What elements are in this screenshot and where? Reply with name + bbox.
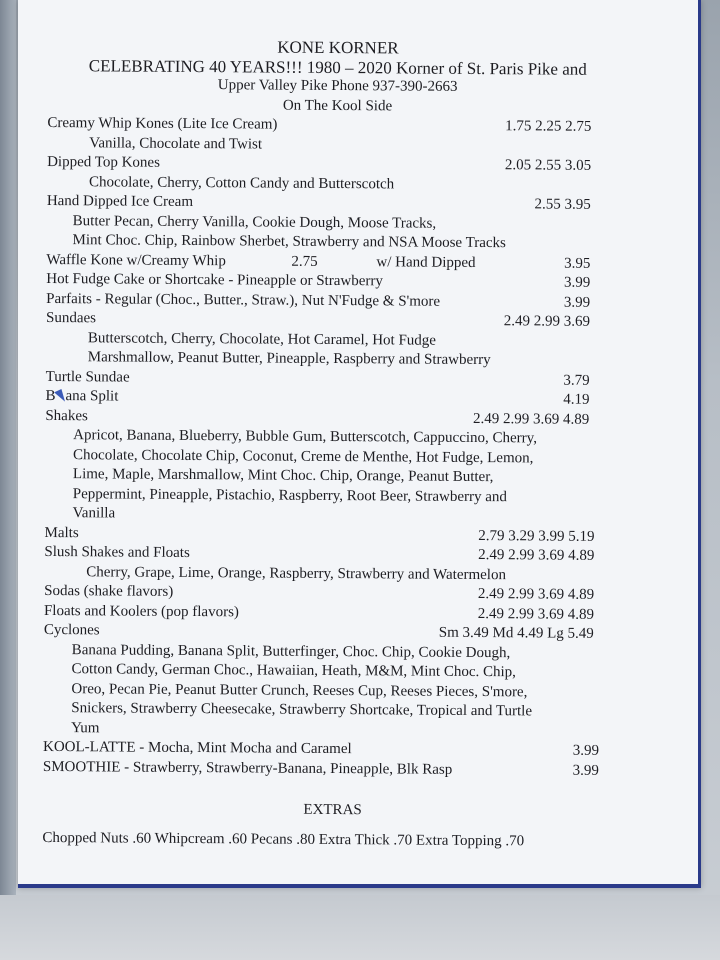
item-flavors: Mint Choc. Chip, Rainbow Sherbet, Strawberry and NSA Moose Tracks (72, 232, 506, 252)
item-price: 3.99 (572, 742, 600, 759)
item-name: Turtle Sundae (45, 368, 130, 386)
item-flavors: Butter Pecan, Cherry Vanilla, Cookie Dough, Moose Tracks, (72, 212, 437, 232)
item-name: Malts (44, 524, 79, 541)
item-floats (44, 601, 624, 625)
item-name: SMOOTHIE - Strawberry, Strawberry-Banana, Pineapple, Blk Rasp (42, 758, 453, 778)
item-name: Hot Fudge Cake or Shortcake - Pineapple or Strawberry (46, 270, 383, 290)
item-price: Sm 3.49 Md 4.49 Lg 5.49 (438, 624, 594, 642)
item-flavors: Vanilla (72, 505, 116, 522)
header-line-1: CELEBRATING 40 YEARS!!! 1980 – 2020 Korner of St. Paris Pike and (88, 55, 587, 79)
desk-area (0, 895, 720, 960)
item-price: 2.49 2.99 3.69 4.89 (477, 605, 595, 623)
extras-line: Chopped Nuts .60 Whipcream .60 Pecans .80 Extra Thick .70 Extra Topping .70 (42, 829, 525, 849)
extras-heading: EXTRAS (303, 801, 362, 819)
menu-title: KONE KORNER (277, 37, 399, 58)
item-flavors: Butterscotch, Cherry, Chocolate, Hot Caramel, Hot Fudge (87, 329, 437, 349)
item-name (45, 387, 118, 407)
item-flavors: Chocolate, Cherry, Cotton Candy and Butterscotch (88, 173, 395, 192)
item-name: Creamy Whip Kones (Lite Ice Cream) (47, 114, 278, 133)
item-flavors: Snickers, Strawberry Cheesecake, Strawberry Shortcake, Tropical and Turtle (71, 700, 533, 720)
item-flavors: Chocolate, Chocolate Chip, Coconut, Creme de Menthe, Hot Fudge, Lemon, (73, 446, 534, 466)
item-name-2: w/ Hand Dipped (376, 253, 476, 271)
item-smoothie (43, 757, 623, 781)
page-border-bottom (18, 884, 701, 888)
item-name: Sodas (shake flavors) (44, 582, 174, 600)
item-name: Floats and Koolers (pop flavors) (43, 602, 240, 620)
item-price: 2.05 2.55 3.05 (504, 157, 592, 174)
item-flavors: Lime, Maple, Marshmallow, Mint Choc. Chip, Orange, Peanut Butter, (72, 466, 494, 486)
item-price: 2.49 2.99 3.69 (503, 313, 591, 330)
item-flavors: Oreo, Pecan Pie, Peanut Butter Crunch, Reeses Cup, Reeses Pieces, S'more, (71, 680, 528, 700)
item-name: Cyclones (43, 621, 100, 639)
item-flavors: Yum (71, 719, 100, 736)
item-price: 1.75 2.25 2.75 (505, 118, 592, 135)
item-name-start: B (45, 387, 56, 405)
item-name: KOOL-LATTE - Mocha, Mint Mocha and Caramel (42, 738, 352, 758)
item-parfaits (46, 289, 626, 313)
item-price: 2.75 (291, 253, 318, 270)
item-name: Parfaits - Regular (Choc., Butter., Straw.), Nut N'Fudge & S'more (46, 290, 441, 310)
item-price: 2.55 3.95 (534, 196, 591, 213)
item-price: 4.19 (563, 391, 590, 408)
item-name: Sundaes (45, 309, 97, 327)
item-name: Waffle Kone w/Creamy Whip (46, 251, 226, 269)
item-price: 3.99 (563, 294, 591, 311)
item-flavors: Peppermint, Pineapple, Pistachio, Raspberry, Root Beer, Strawberry and (72, 485, 508, 505)
item-price: 3.99 (572, 762, 599, 779)
item-price: 3.79 (563, 372, 590, 389)
item-flavors: Banana Pudding, Banana Split, Butterfinger, Choc. Chip, Cookie Dough, (71, 641, 511, 661)
item-price: 2.49 2.99 3.69 4.89 (473, 410, 590, 428)
menu-document (42, 36, 628, 852)
item-price: 2.79 3.29 3.99 5.19 (478, 527, 595, 545)
item-name: Dipped Top Kones (47, 153, 161, 171)
item-flavors: Marshmallow, Peanut Butter, Pineapple, Raspberry and Strawberry (87, 349, 491, 369)
item-name: Shakes (45, 407, 88, 424)
item-price: 2.49 2.99 3.69 4.89 (478, 547, 595, 564)
header-line-3: On The Kool Side (282, 97, 393, 114)
item-name: Slush Shakes and Floats (44, 543, 190, 562)
item-name-end: ana Split (65, 388, 119, 405)
item-price: 3.99 (563, 274, 591, 291)
header-line-2: Upper Valley Pike Phone 937-390-2663 (217, 77, 458, 95)
window-edge (0, 0, 16, 900)
item-price-2: 3.95 (564, 255, 591, 272)
item-flavors: Apricot, Banana, Blueberry, Bubble Gum, Butterscotch, Cappuccino, Cherry, (73, 427, 538, 447)
item-price: 2.49 2.99 3.69 4.89 (477, 586, 595, 603)
item-flavors: Cherry, Grape, Lime, Orange, Raspberry, Strawberry and Watermelon (86, 563, 507, 583)
item-name: Hand Dipped Ice Cream (46, 192, 194, 211)
item-flavors: Vanilla, Chocolate and Twist (89, 134, 263, 152)
item-flavors: Cotton Candy, German Choc., Hawaiian, Heath, M&M, Mint Choc. Chip, (71, 661, 517, 681)
